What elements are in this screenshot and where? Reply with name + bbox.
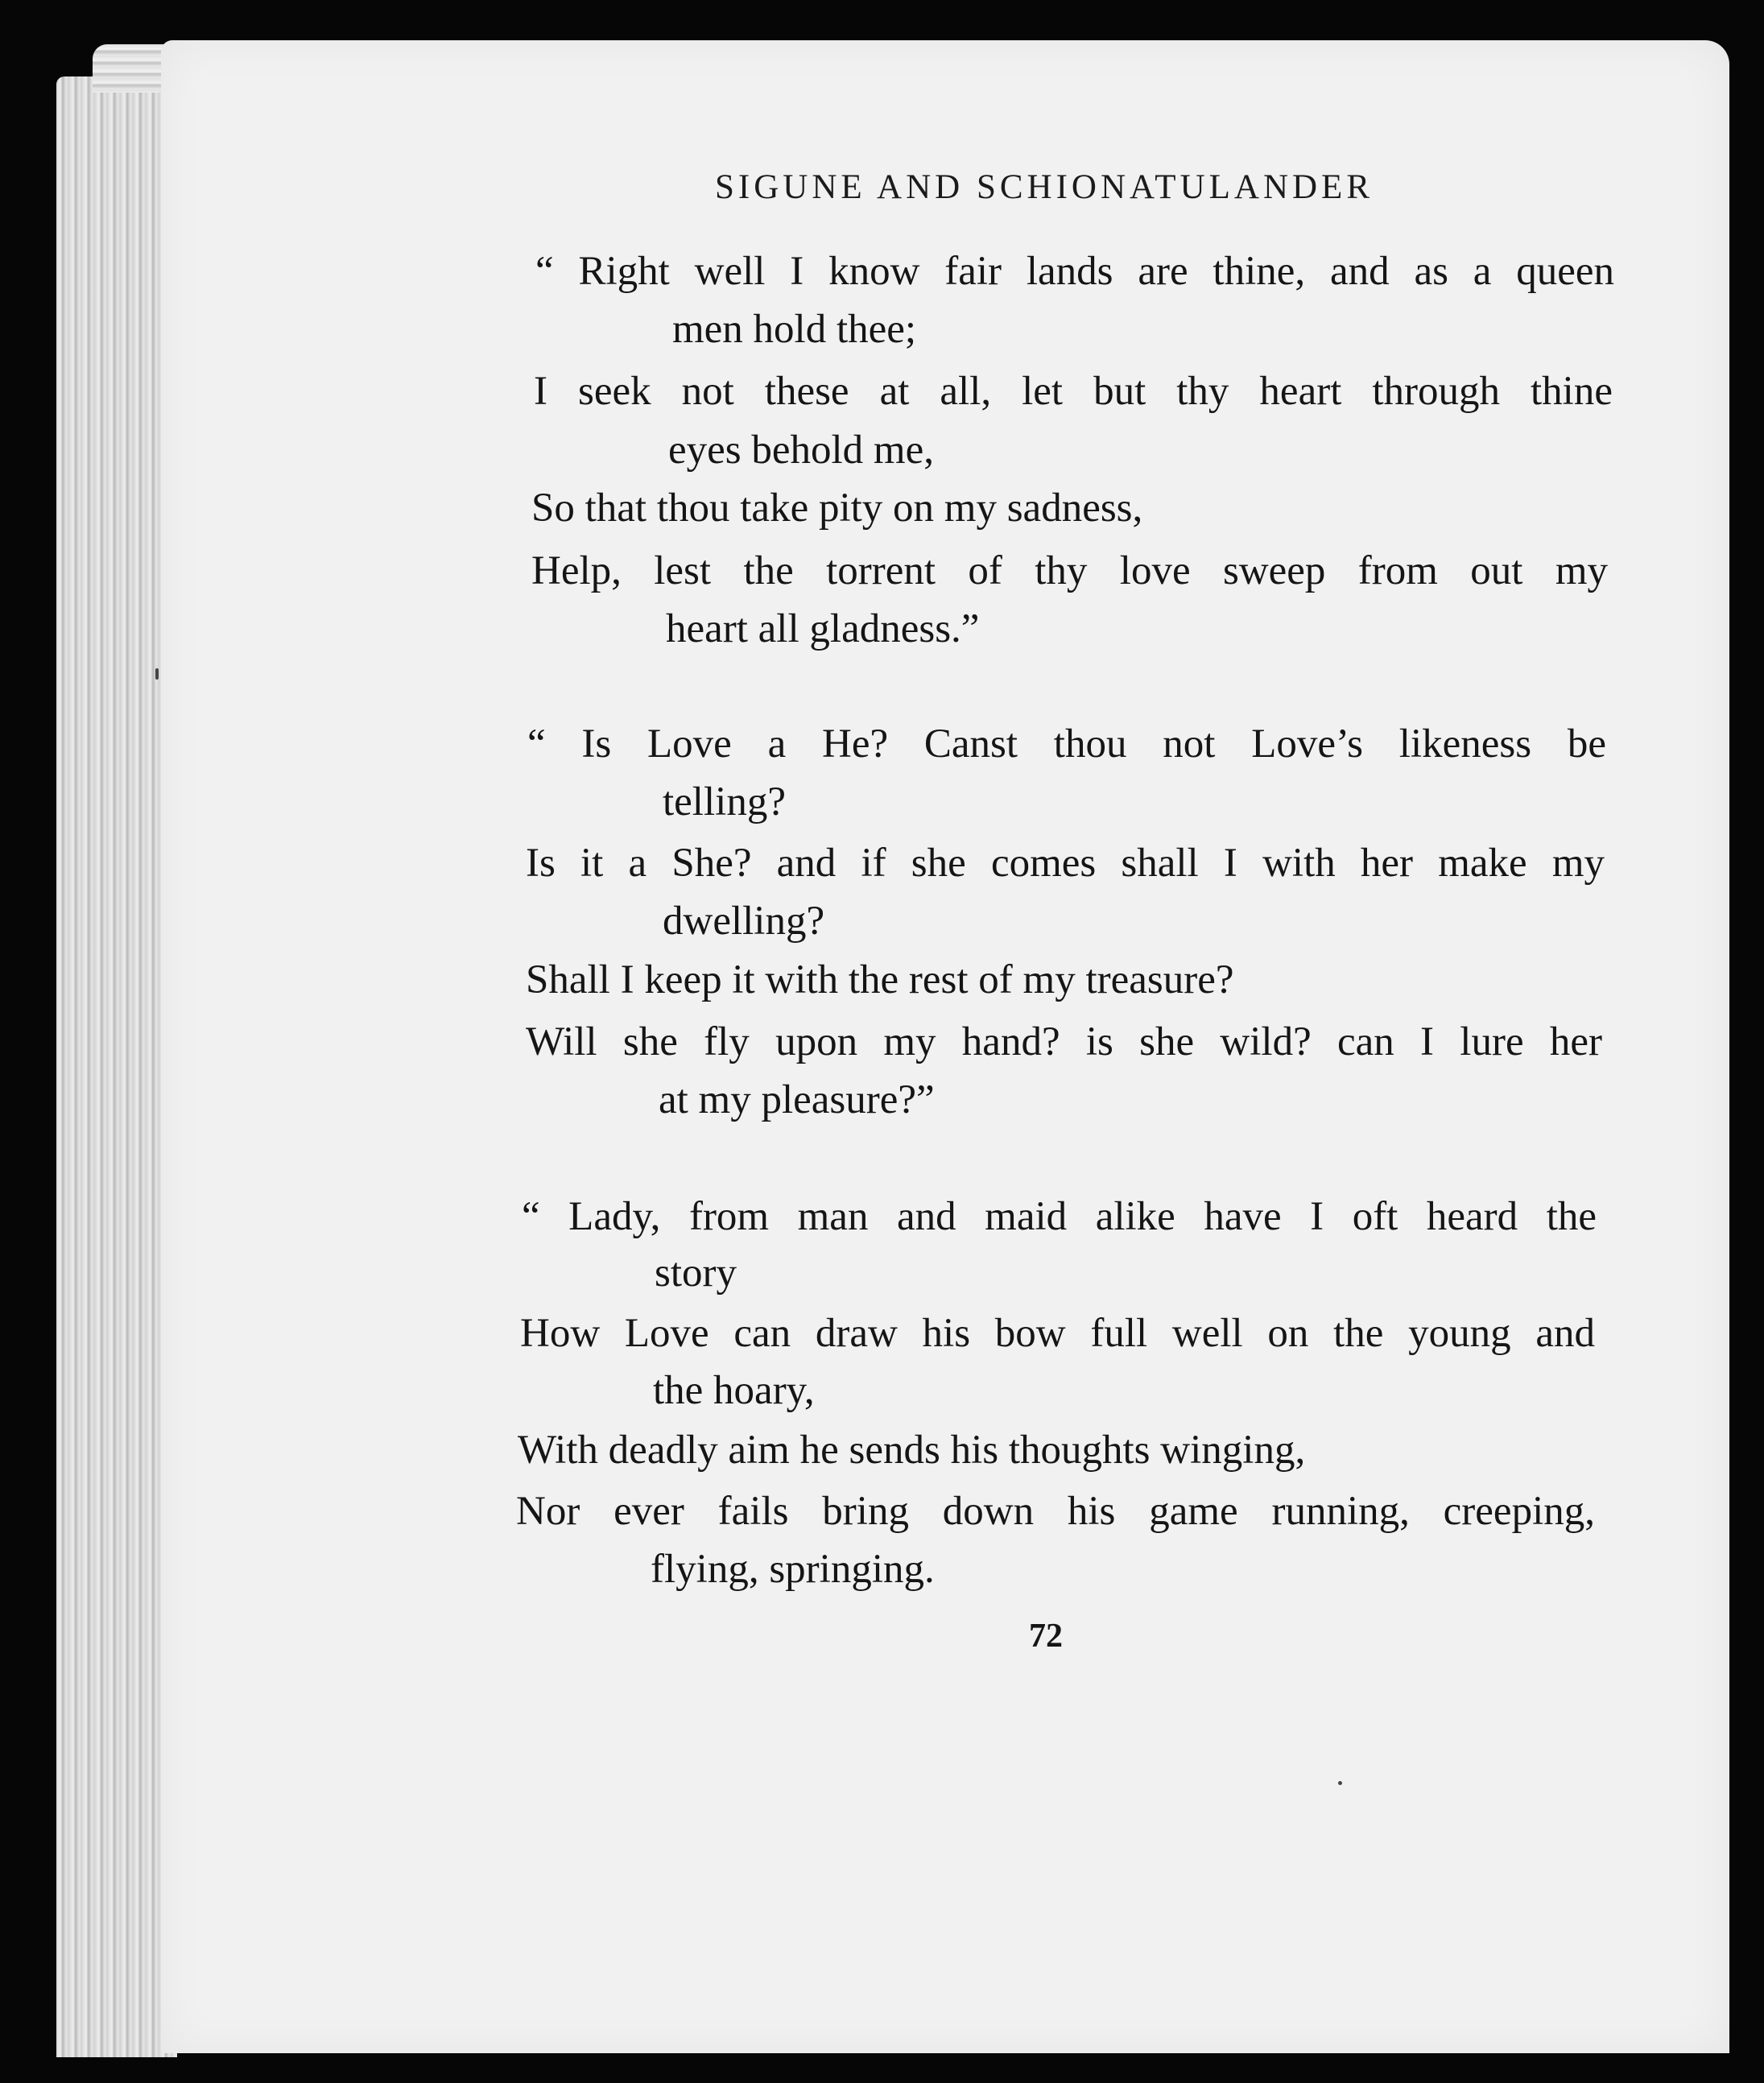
dust-speck xyxy=(155,668,159,680)
verse-line: Is it a She? and if she comes shall I with her make my xyxy=(526,841,1605,886)
verse-line-turnover: the hoary, xyxy=(653,1368,815,1413)
verse-line: Nor ever fails bring down his game running, creeping, xyxy=(516,1489,1595,1534)
verse-line: With deadly aim he sends his thoughts winging, xyxy=(518,1428,1306,1473)
verse-line: So that thou take pity on my sadness, xyxy=(531,486,1143,531)
verse-line: How Love can draw his bow full well on the young and xyxy=(520,1311,1595,1356)
verse-line: Will she fly upon my hand? is she wild? can I lure her xyxy=(526,1019,1602,1064)
dust-speck xyxy=(1338,1781,1342,1785)
running-head: SIGUNE AND SCHIONATULANDER xyxy=(715,168,1374,206)
verse-line-turnover: eyes behold me, xyxy=(668,428,934,473)
verse-line: Shall I keep it with the rest of my treasure? xyxy=(526,957,1234,1002)
page-number: 72 xyxy=(1029,1618,1063,1655)
verse-line-turnover: telling? xyxy=(663,779,786,825)
verse-line-turnover: men hold thee; xyxy=(672,307,917,352)
verse-line-turnover: flying, springing. xyxy=(651,1547,935,1592)
page-edges xyxy=(56,76,177,2057)
verse-line-turnover: heart all gladness.” xyxy=(666,606,980,651)
verse-line: I seek not these at all, let but thy heart through thine xyxy=(534,369,1613,414)
verse-line: Help, lest the torrent of thy love sweep from out my xyxy=(531,548,1608,593)
verse-line-turnover: dwelling? xyxy=(663,899,825,944)
verse-line: “ Is Love a He? Canst thou not Love’s likeness be xyxy=(527,721,1606,767)
verse-line-turnover: at my pleasure?” xyxy=(659,1077,935,1122)
verse-line: “ Right well I know fair lands are thine, and as a queen xyxy=(535,249,1614,294)
verse-line-turnover: story xyxy=(655,1250,737,1296)
verse-line: “ Lady, from man and maid alike have I oft heard the xyxy=(522,1194,1597,1239)
